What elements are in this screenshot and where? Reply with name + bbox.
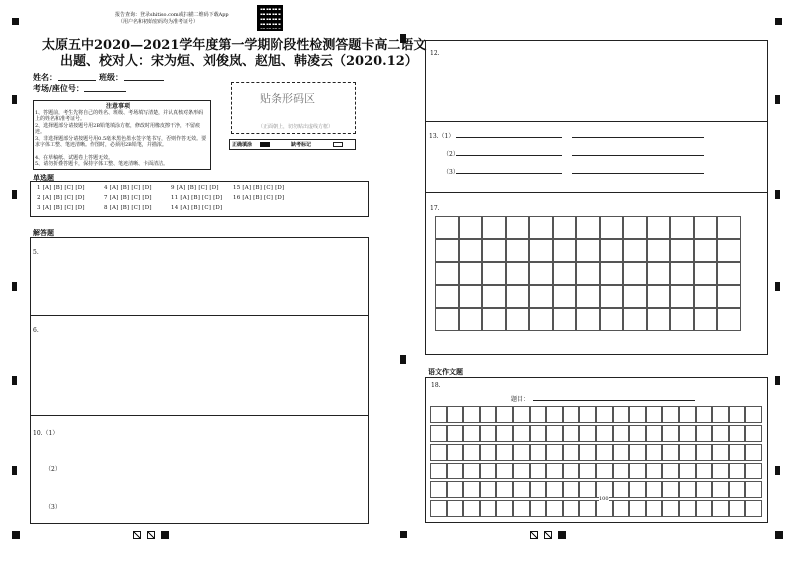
- grid-cell[interactable]: [670, 262, 694, 285]
- grid-cell[interactable]: [679, 500, 696, 517]
- grid-cell[interactable]: [623, 262, 647, 285]
- grid-cell[interactable]: [463, 425, 480, 442]
- grid-cell[interactable]: [629, 406, 646, 423]
- grid-cell[interactable]: [717, 262, 741, 285]
- notes-title: 注意事项: [106, 103, 131, 110]
- grid-cell[interactable]: [496, 444, 513, 461]
- q17-writing-grid[interactable]: [435, 216, 741, 331]
- grid-cell[interactable]: [662, 500, 679, 517]
- grid-cell[interactable]: [600, 308, 624, 331]
- grid-cell[interactable]: [480, 425, 497, 442]
- grid-cell[interactable]: [553, 239, 577, 262]
- grid-cell[interactable]: [696, 481, 713, 498]
- section-mc-label: 单选题: [33, 173, 54, 182]
- grid-cell[interactable]: [670, 216, 694, 239]
- grid-cell[interactable]: [546, 425, 563, 442]
- grid-cell[interactable]: [459, 239, 483, 262]
- answer-box-q6[interactable]: [30, 315, 369, 416]
- grid-cell[interactable]: [646, 406, 663, 423]
- grid-cell[interactable]: [430, 500, 447, 517]
- q13-1-blank-b[interactable]: [572, 137, 704, 138]
- grid-cell[interactable]: [629, 463, 646, 480]
- grid-cell[interactable]: [435, 285, 459, 308]
- grid-cell[interactable]: [576, 308, 600, 331]
- grid-cell[interactable]: [647, 308, 671, 331]
- grid-cell[interactable]: [529, 308, 553, 331]
- grid-cell[interactable]: [596, 406, 613, 423]
- question-10-part3-label: （3）: [45, 504, 61, 511]
- grid-cell[interactable]: [613, 406, 630, 423]
- grid-cell[interactable]: [480, 481, 497, 498]
- grid-cell[interactable]: [613, 425, 630, 442]
- grid-cell[interactable]: [563, 500, 580, 517]
- grid-cell[interactable]: [496, 406, 513, 423]
- grid-cell[interactable]: [696, 444, 713, 461]
- class-field[interactable]: [124, 80, 164, 81]
- grid-cell[interactable]: [717, 308, 741, 331]
- question-18-label: 18.: [431, 382, 441, 389]
- grid-cell[interactable]: [513, 500, 530, 517]
- alignment-mark: [400, 355, 406, 364]
- grid-cell[interactable]: [506, 216, 530, 239]
- name-field[interactable]: [58, 80, 96, 81]
- grid-cell[interactable]: [646, 481, 663, 498]
- name-label: 姓名：: [33, 72, 57, 82]
- q13-2-blank-a[interactable]: [456, 155, 562, 156]
- grid-cell[interactable]: [553, 262, 577, 285]
- page-code-mark: [530, 531, 538, 539]
- notes-item: 4、在草稿纸、试题卷上答题无效。: [35, 155, 114, 161]
- notes-item: 1、答题前，考生先将自己的姓名、班级、考场填写清楚，并认真核对条形码上的姓名和准考证号。: [35, 110, 204, 122]
- answer-box-q13[interactable]: [425, 121, 768, 193]
- section-answer-label: 解答题: [33, 228, 54, 237]
- alignment-mark: [12, 190, 17, 199]
- grid-cell[interactable]: [513, 463, 530, 480]
- grid-cell[interactable]: [563, 481, 580, 498]
- grid-cell[interactable]: [463, 481, 480, 498]
- grid-cell[interactable]: [712, 425, 729, 442]
- grid-cell[interactable]: [596, 500, 613, 517]
- grid-cell[interactable]: [496, 481, 513, 498]
- grid-cell[interactable]: [679, 444, 696, 461]
- grid-cell[interactable]: [576, 239, 600, 262]
- grid-cell[interactable]: [496, 500, 513, 517]
- alignment-mark: [12, 18, 19, 25]
- page-code-mark: [544, 531, 552, 539]
- grid-cell[interactable]: [447, 481, 464, 498]
- grid-cell[interactable]: [696, 463, 713, 480]
- grid-cell[interactable]: [629, 425, 646, 442]
- grid-cell[interactable]: [679, 406, 696, 423]
- grid-cell[interactable]: [553, 285, 577, 308]
- grid-cell[interactable]: [529, 216, 553, 239]
- alignment-mark: [775, 376, 780, 385]
- grid-cell[interactable]: [596, 444, 613, 461]
- page-code-mark: [161, 531, 169, 539]
- grid-cell[interactable]: [447, 444, 464, 461]
- grid-cell[interactable]: [430, 463, 447, 480]
- grid-cell[interactable]: [629, 481, 646, 498]
- question-12-label: 12.: [430, 50, 440, 57]
- grid-cell[interactable]: [745, 444, 762, 461]
- alignment-mark: [12, 466, 17, 475]
- question-10-part2-label: （2）: [45, 466, 61, 473]
- grid-cell[interactable]: [745, 406, 762, 423]
- grid-cell[interactable]: [712, 444, 729, 461]
- grid-cell[interactable]: [435, 216, 459, 239]
- absent-mark-label: 缺考标记: [291, 142, 312, 148]
- alignment-mark: [775, 190, 780, 199]
- q13-2-blank-b[interactable]: [572, 155, 704, 156]
- grid-cell[interactable]: [670, 239, 694, 262]
- grid-cell[interactable]: [529, 239, 553, 262]
- grid-cell[interactable]: [647, 216, 671, 239]
- essay-writing-grid[interactable]: [430, 406, 762, 517]
- grid-cell[interactable]: [496, 425, 513, 442]
- grid-cell[interactable]: [513, 406, 530, 423]
- grid-cell[interactable]: [623, 216, 647, 239]
- grid-cell[interactable]: [712, 463, 729, 480]
- question-13-part2-label: （2）: [443, 151, 459, 158]
- alignment-mark: [12, 531, 20, 539]
- grid-cell[interactable]: [646, 444, 663, 461]
- mc-item[interactable]: 16 [A] [B] [C] [D]: [233, 195, 285, 201]
- grid-cell[interactable]: [696, 425, 713, 442]
- grid-cell[interactable]: [579, 481, 596, 498]
- grid-cell[interactable]: [717, 285, 741, 308]
- grid-cell[interactable]: [613, 444, 630, 461]
- grid-cell[interactable]: [629, 500, 646, 517]
- q13-3-blank-b[interactable]: [572, 173, 704, 174]
- grid-cell[interactable]: [546, 481, 563, 498]
- grid-cell[interactable]: [579, 500, 596, 517]
- grid-cell[interactable]: [745, 481, 762, 498]
- grid-cell[interactable]: [480, 463, 497, 480]
- grid-cell[interactable]: [712, 406, 729, 423]
- grid-cell[interactable]: [553, 308, 577, 331]
- notes-item: 2、选择题部分请按题号用2B铅笔填涂方框，修改时用橡皮擦干净，不留痕迹。: [35, 123, 201, 135]
- grid-cell[interactable]: [482, 239, 506, 262]
- grid-cell[interactable]: [482, 216, 506, 239]
- grid-cell[interactable]: [600, 216, 624, 239]
- mc-item[interactable]: 9 [A] [B] [C] [D]: [171, 185, 219, 191]
- grid-cell[interactable]: [482, 308, 506, 331]
- grid-cell[interactable]: [745, 425, 762, 442]
- alignment-mark: [12, 282, 17, 291]
- grid-cell[interactable]: [662, 481, 679, 498]
- grid-cell[interactable]: [729, 463, 746, 480]
- mc-item[interactable]: 3 [A] [B] [C] [D]: [37, 205, 85, 211]
- grid-cell[interactable]: [679, 463, 696, 480]
- grid-cell[interactable]: [613, 500, 630, 517]
- grid-cell[interactable]: [546, 463, 563, 480]
- grid-cell[interactable]: [480, 406, 497, 423]
- grid-cell[interactable]: [600, 285, 624, 308]
- grid-cell[interactable]: [430, 481, 447, 498]
- grid-cell[interactable]: [600, 239, 624, 262]
- grid-cell[interactable]: [530, 406, 547, 423]
- grid-cell[interactable]: [480, 444, 497, 461]
- grid-cell[interactable]: [670, 308, 694, 331]
- essay-title-label: 题目：: [511, 396, 530, 403]
- q13-3-blank-a[interactable]: [456, 173, 562, 174]
- grid-cell[interactable]: [694, 262, 718, 285]
- grid-cell[interactable]: [563, 444, 580, 461]
- grid-cell[interactable]: [694, 239, 718, 262]
- page-code-mark: [133, 531, 141, 539]
- mc-item[interactable]: 11 [A] [B] [C] [D]: [171, 195, 223, 201]
- grid-cell[interactable]: [629, 444, 646, 461]
- grid-cell[interactable]: [662, 444, 679, 461]
- essay-title-field[interactable]: [533, 400, 695, 401]
- grid-cell[interactable]: [623, 285, 647, 308]
- grid-cell[interactable]: [729, 481, 746, 498]
- grid-cell[interactable]: [546, 406, 563, 423]
- notes-item: 3、非选择题部分请按题号用0.5毫米黑色墨水签字笔书写，否则作答无效。要求字体工整、笔迹清晰。作图时，必须用2B铅笔，并描浓。: [35, 136, 207, 148]
- alignment-mark: [775, 282, 780, 291]
- question-17-label: 17.: [430, 205, 440, 212]
- alignment-mark: [12, 95, 17, 104]
- grid-cell[interactable]: [463, 444, 480, 461]
- grid-cell[interactable]: [563, 425, 580, 442]
- grid-cell[interactable]: [696, 406, 713, 423]
- grid-cell[interactable]: [647, 262, 671, 285]
- grid-cell[interactable]: [430, 444, 447, 461]
- grid-cell[interactable]: [717, 239, 741, 262]
- grid-cell[interactable]: [670, 285, 694, 308]
- grid-cell[interactable]: [579, 444, 596, 461]
- grid-cell[interactable]: [662, 406, 679, 423]
- mc-item[interactable]: 1 [A] [B] [C] [D]: [37, 185, 85, 191]
- question-13-label: 13.（1）: [429, 133, 455, 140]
- grid-cell[interactable]: [530, 444, 547, 461]
- grid-cell[interactable]: [513, 425, 530, 442]
- notes-item: 5、请勿折叠答题卡，保持字体工整、笔迹清晰、卡面清洁。: [35, 161, 169, 167]
- grid-cell[interactable]: [662, 425, 679, 442]
- grid-cell[interactable]: [729, 406, 746, 423]
- grid-cell[interactable]: [694, 285, 718, 308]
- grid-cell[interactable]: [513, 481, 530, 498]
- grid-cell[interactable]: [745, 500, 762, 517]
- grid-cell[interactable]: [646, 463, 663, 480]
- grid-cell[interactable]: [679, 425, 696, 442]
- grid-cell[interactable]: [430, 406, 447, 423]
- grid-cell[interactable]: [529, 285, 553, 308]
- grid-cell[interactable]: [435, 308, 459, 331]
- grid-cell[interactable]: [447, 425, 464, 442]
- grid-cell[interactable]: [712, 500, 729, 517]
- grid-cell[interactable]: [546, 444, 563, 461]
- grid-cell[interactable]: [506, 239, 530, 262]
- grid-cell[interactable]: [579, 463, 596, 480]
- grid-cell[interactable]: [530, 500, 547, 517]
- grid-cell[interactable]: [579, 425, 596, 442]
- grid-cell[interactable]: [513, 444, 530, 461]
- q13-1-blank-a[interactable]: [456, 137, 562, 138]
- alignment-mark: [775, 95, 780, 104]
- mc-item[interactable]: 7 [A] [B] [C] [D]: [104, 195, 152, 201]
- mc-item[interactable]: 14 [A] [B] [C] [D]: [171, 205, 223, 211]
- report-query-subline: （用户名和初始密码均为准考证号）: [118, 19, 199, 25]
- grid-cell[interactable]: [447, 463, 464, 480]
- grid-cell[interactable]: [546, 500, 563, 517]
- grid-cell[interactable]: [662, 463, 679, 480]
- grid-cell[interactable]: [596, 463, 613, 480]
- mc-item[interactable]: 15 [A] [B] [C] [D]: [233, 185, 285, 191]
- mc-item[interactable]: 4 [A] [B] [C] [D]: [104, 185, 152, 191]
- question-13-part3-label: （3）: [443, 169, 459, 176]
- page-subtitle: 出题、校对人：宋为烜、刘俊岚、赵旭、韩凌云（2020.12）: [60, 54, 418, 69]
- grid-cell[interactable]: [694, 308, 718, 331]
- grid-cell[interactable]: [459, 262, 483, 285]
- grid-cell[interactable]: [463, 463, 480, 480]
- report-query-line: 报告查询：登录shitiso.com或扫描二维码下载App: [115, 12, 229, 18]
- grid-cell[interactable]: [563, 463, 580, 480]
- question-6-label: 6.: [33, 327, 39, 334]
- mc-item[interactable]: 8 [A] [B] [C] [D]: [104, 205, 152, 211]
- grid-cell[interactable]: [530, 481, 547, 498]
- grid-cell[interactable]: [600, 262, 624, 285]
- grid-cell[interactable]: [696, 500, 713, 517]
- answer-box-q5[interactable]: [30, 237, 369, 316]
- grid-cell[interactable]: [430, 425, 447, 442]
- alignment-mark: [775, 466, 780, 475]
- absent-mark-checkbox[interactable]: [333, 142, 343, 147]
- grid-cell[interactable]: [647, 239, 671, 262]
- grid-cell[interactable]: [646, 425, 663, 442]
- grid-cell[interactable]: [646, 500, 663, 517]
- question-5-label: 5.: [33, 249, 39, 256]
- correct-fill-label: 正确填涂: [232, 142, 253, 148]
- grid-cell[interactable]: [530, 425, 547, 442]
- correct-fill-sample: [260, 142, 270, 147]
- page-code-mark: [558, 531, 566, 539]
- grid-cell[interactable]: [579, 406, 596, 423]
- alignment-mark: [400, 531, 407, 538]
- grid-cell[interactable]: [463, 500, 480, 517]
- grid-cell[interactable]: [553, 216, 577, 239]
- alignment-mark: [775, 531, 783, 539]
- grid-cell[interactable]: [447, 406, 464, 423]
- room-seat-label: 考场/座位号：: [33, 83, 84, 93]
- grid-cell[interactable]: [576, 216, 600, 239]
- alignment-mark: [775, 18, 782, 25]
- grid-cell[interactable]: [447, 500, 464, 517]
- barcode-label: 贴条形码区: [260, 92, 315, 105]
- grid-cell[interactable]: [623, 239, 647, 262]
- answer-box-q10[interactable]: [30, 415, 369, 524]
- grid-cell[interactable]: [596, 425, 613, 442]
- room-seat-field[interactable]: [84, 91, 126, 92]
- grid-cell[interactable]: [459, 285, 483, 308]
- grid-cell[interactable]: [729, 500, 746, 517]
- grid-cell[interactable]: [576, 262, 600, 285]
- grid-cell[interactable]: [729, 444, 746, 461]
- grid-cell[interactable]: [694, 216, 718, 239]
- grid-cell[interactable]: [435, 262, 459, 285]
- barcode-sub: （正面朝上，切勿贴出虚线方框）: [258, 124, 334, 130]
- grid-cell[interactable]: [482, 262, 506, 285]
- grid-cell[interactable]: [529, 262, 553, 285]
- grid-cell[interactable]: [729, 425, 746, 442]
- class-label: 班级：: [99, 72, 123, 82]
- grid-cell[interactable]: [480, 500, 497, 517]
- answer-box-q12[interactable]: [425, 40, 768, 122]
- grid-cell[interactable]: [496, 463, 513, 480]
- alignment-mark: [12, 376, 17, 385]
- grid-cell[interactable]: [745, 463, 762, 480]
- grid-cell[interactable]: [613, 463, 630, 480]
- question-10-label: 10.（1）: [33, 430, 59, 437]
- grid-cell[interactable]: [576, 285, 600, 308]
- grid-cell[interactable]: [530, 463, 547, 480]
- section-essay-label: 语文作文题: [428, 367, 463, 376]
- page-title: 太原五中2020—2021学年度第一学期阶段性检测答题卡高二语文: [42, 38, 427, 53]
- grid-cell[interactable]: [435, 239, 459, 262]
- grid-cell[interactable]: [463, 406, 480, 423]
- grid-cell[interactable]: [712, 481, 729, 498]
- qr-code: [257, 5, 283, 31]
- grid-cell[interactable]: [717, 216, 741, 239]
- grid-cell[interactable]: [506, 262, 530, 285]
- grid-cell[interactable]: [506, 308, 530, 331]
- grid-cell[interactable]: [647, 285, 671, 308]
- grid-cell[interactable]: [459, 308, 483, 331]
- grid-word-count-marker: 100: [599, 496, 609, 502]
- grid-cell[interactable]: [563, 406, 580, 423]
- grid-cell[interactable]: [623, 308, 647, 331]
- grid-cell[interactable]: [506, 285, 530, 308]
- grid-cell[interactable]: [482, 285, 506, 308]
- grid-cell[interactable]: [613, 481, 630, 498]
- grid-cell[interactable]: [679, 481, 696, 498]
- grid-cell[interactable]: [459, 216, 483, 239]
- mc-item[interactable]: 2 [A] [B] [C] [D]: [37, 195, 85, 201]
- page-code-mark: [147, 531, 155, 539]
